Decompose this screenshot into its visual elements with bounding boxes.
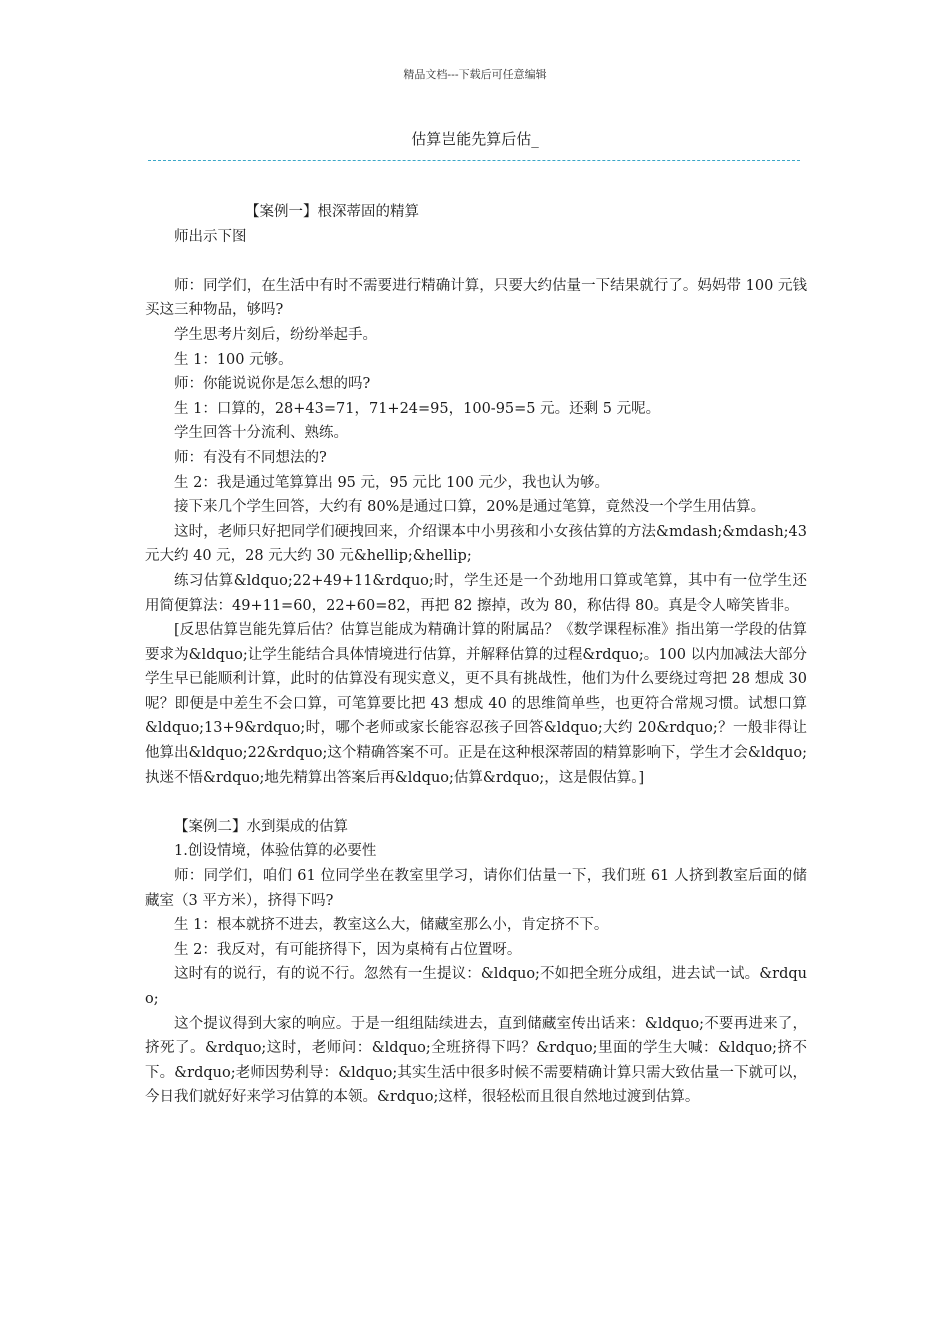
reflection-paragraph: [反思估算岂能先算后估？估算岂能成为精确计算的附属品？《数学课程标准》指出第一学段的估算要求为&ldquo;让学生能结合具体情境进行估算，并解释估算的过程&rdquo;。100 以内加减法大部分学生早已能顺利计算，此时的估算没有现实意义，更不具有挑战性，他们为什么要绕过弯把 28 想成 30 呢？即便是中差生不会口算，可笔算要比把 43 想成 40 的思维简单些，也更符合常规习惯。试想口算&ldquo;13+9&rdquo;时，哪个老师或家长能容忍孩子回答&ldquo;大约 20&rdquo;？一般非得让他算出&ldquo;22&rdquo;这个精确答案不可。正是在这种根深蒂固的精算影响下，学生才会&ldquo;执迷不悟&rdquo;地先精算出答案后再&ldquo;估算&rdquo;，这是假估算。] — [145, 622, 807, 786]
paragraph: 练习估算&ldquo;22+49+11&rdquo;时，学生还是一个劲地用口算或笔算，其中有一位学生还用简便算法：49+11=60，22+60=82，再把 82 擦掉，改为 80，称估得 80。真是令人啼笑皆非。 — [145, 572, 807, 614]
page-header: 精品文档---下载后可任意编辑 — [403, 68, 547, 81]
paragraph: 师：有没有不同想法的? — [174, 449, 327, 466]
paragraph: 接下来几个学生回答，大约有 80%是通过口算，20%是通过笔算，竟然没一个学生用估算。 — [174, 499, 766, 516]
paragraph: 学生思考片刻后，纷纷举起手。 — [174, 326, 377, 343]
document-title: 估算岂能先算后估_ — [411, 130, 539, 148]
document-body — [145, 200, 807, 1110]
paragraph: 这个提议得到大家的响应。于是一组组陆续进去，直到储藏室传出话来：&ldquo;不要再进来了，挤死了。&rdquo;这时，老师问：&ldquo;全班挤得下吗？&rdquo;里面的学生大喊：&ldquo;挤不下。&rdquo;老师因势利导：&ldquo;其实生活中很多时候不需要精确计算只需大致估量一下就可以，今日我们就好好来学习估算的本领。&rdquo;这样，很轻松而且很自然地过渡到估算。 — [145, 1015, 807, 1106]
paragraph: 生 2：我是通过笔算算出 95 元，95 元比 100 元少，我也认为够。 — [174, 474, 609, 491]
case-two-heading: 【案例二】水到渠成的估算 — [174, 818, 348, 835]
blank-line — [145, 790, 807, 815]
paragraph: 师出示下图 — [174, 228, 247, 245]
case-one-heading: 【案例一】根深蒂固的精算 — [245, 204, 420, 220]
paragraph: 生 2：我反对，有可能挤得下，因为桌椅有占位置呀。 — [174, 941, 522, 958]
paragraph: 师：同学们，咱们 61 位同学坐在教室里学习，请你们估量一下，我们班 61 人挤到教室后面的储藏室（3 平方米），挤得下吗? — [145, 868, 807, 909]
paragraph: 生 1：口算的，28+43=71，71+24=95，100-95=5 元。还剩 5 元呢。 — [174, 400, 661, 417]
section-heading: 1.创设情境，体验估算的必要性 — [174, 843, 377, 860]
blank-line — [145, 249, 807, 274]
paragraph: 师：你能说说你是怎么想的吗? — [174, 376, 371, 393]
paragraph: 这时有的说行，有的说不行。忽然有一生提议：&ldquo;不如把全班分成组，进去试一试。&rdquo; — [145, 966, 807, 1007]
paragraph: 这时，老师只好把同学们硬拽回来，介绍课本中小男孩和小女孩估算的方法&mdash;&mdash;43 元大约 40 元，28 元大约 30 元&hellip;&hellip; — [145, 523, 807, 565]
paragraph: 生 1：100 元够。 — [174, 351, 293, 368]
paragraph: 生 1：根本就挤不进去，教室这么大，储藏室那么小，肯定挤不下。 — [174, 917, 609, 934]
paragraph: 学生回答十分流利、熟练。 — [174, 425, 348, 442]
paragraph: 师：同学们，在生活中有时不需要进行精确计算，只要大约估量一下结果就行了。妈妈带 100 元钱买这三种物品，够吗? — [145, 277, 807, 319]
title-divider — [148, 160, 800, 161]
